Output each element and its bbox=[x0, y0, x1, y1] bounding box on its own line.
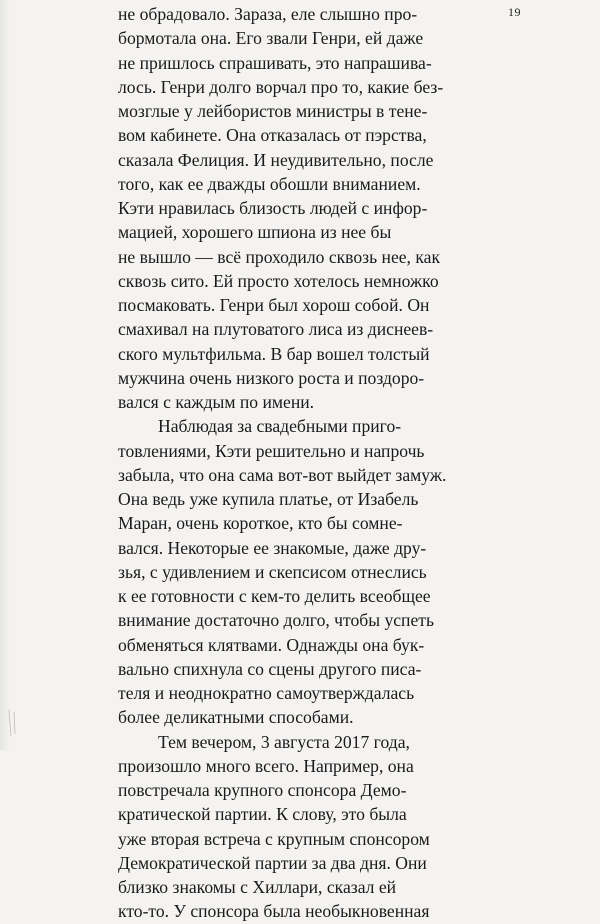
text-line: забыла, что она сама вот-вот выйдет замуж. bbox=[118, 464, 447, 485]
text-line: внимание достаточно долго, чтобы успеть bbox=[118, 610, 434, 631]
margin-mark-icon bbox=[6, 708, 18, 738]
text-line: мозглые у лейбористов министры в тене- bbox=[118, 101, 428, 121]
text-line: вался с каждым по имени. bbox=[118, 392, 315, 412]
text-line: теля и неоднократно самоутверждалась bbox=[118, 683, 415, 703]
body-text bbox=[118, 2, 498, 924]
text-line: сказала Фелиция. И неудивительно, после bbox=[118, 149, 434, 170]
text-line: ского мультфильма. В бар вошел толстый bbox=[118, 343, 430, 364]
text-line: Она ведь уже купила платье, от Изабель bbox=[118, 489, 419, 509]
text-line: посмаковать. Генри был хорош собой. Он bbox=[118, 295, 430, 315]
text-line: мацией, хорошего шпиона из нее бы bbox=[118, 222, 392, 243]
text-line: сквозь сито. Ей просто хотелось немножко bbox=[118, 270, 439, 291]
text-line: обменяться клятвами. Однажды она бук- bbox=[118, 634, 425, 655]
text-line: бормотала она. Его звали Генри, ей даже bbox=[118, 28, 424, 49]
text-line: мужчина очень низкого роста и поздоро- bbox=[118, 367, 425, 388]
text-line: товлениями, Кэти решительно и напрочь bbox=[118, 440, 425, 461]
text-line: смахивал на плутоватого лиса из диснеев- bbox=[118, 319, 434, 340]
text-line: к ее готовности с кем-то делить всеобщее bbox=[118, 586, 431, 606]
text-line: вально спихнула со сцены другого писа- bbox=[118, 658, 422, 679]
text-line: того, как ее дважды обошли вниманием. bbox=[118, 173, 421, 194]
text-line: вом кабинете. Она отказалась от пэрства, bbox=[118, 125, 427, 146]
text-line: Тем вечером, 3 августа 2017 года, bbox=[158, 731, 410, 752]
text-line: кто-то. У спонсора была необыкновенная bbox=[118, 901, 430, 922]
text-line: Наблюдая за свадебными приго- bbox=[158, 416, 402, 437]
text-line: не пришлось спрашивать, это напрашива- bbox=[118, 52, 432, 73]
text-line: лось. Генри долго ворчал про то, какие без- bbox=[118, 76, 444, 97]
text-line: более деликатными способами. bbox=[118, 707, 354, 728]
text-line: Маран, очень короткое, кто бы сомне- bbox=[118, 513, 403, 534]
text-line: уже вторая встреча с крупным спонсором bbox=[118, 828, 430, 849]
text-line: близко знакомы с Хиллари, сказал ей bbox=[118, 877, 397, 897]
text-line: кратической партии. К слову, это была bbox=[118, 804, 407, 825]
text-line: не вышло — всё проходило сквозь нее, как bbox=[118, 246, 440, 267]
text-line: повстречала крупного спонсора Демо- bbox=[118, 780, 407, 800]
text-line: зья, с удивлением и скепсисом отнеслись bbox=[118, 561, 427, 582]
page-edge-shadow bbox=[0, 0, 10, 750]
text-line: не обрадовало. Зараза, еле слышно про- bbox=[118, 4, 418, 24]
page-number: 19 bbox=[508, 5, 521, 19]
text-line: произошло много всего. Например, она bbox=[118, 755, 414, 776]
text-line: Кэти нравилась близость людей с инфор- bbox=[118, 198, 428, 218]
text-line: Демократической партии за два дня. Они bbox=[118, 852, 427, 873]
text-line: вался. Некоторые ее знакомые, даже дру- bbox=[118, 537, 427, 558]
